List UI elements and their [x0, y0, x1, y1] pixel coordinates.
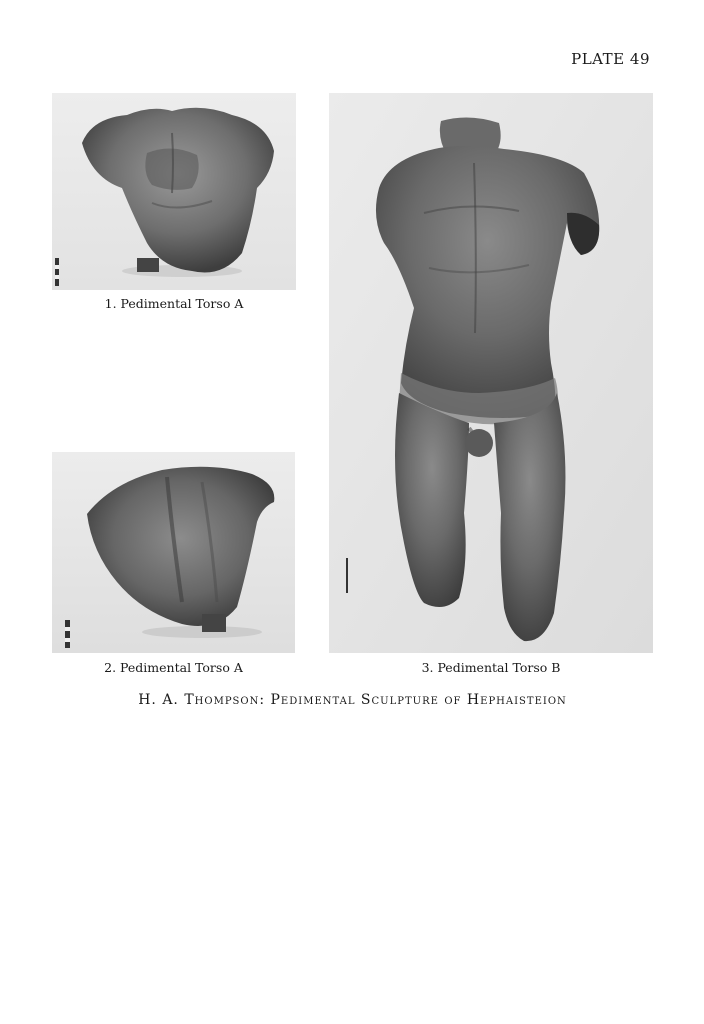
plate-number: PLATE 49	[571, 50, 650, 68]
figure-1-caption: 1. Pedimental Torso A	[104, 296, 244, 311]
plate-title: H. A. Thompson: Pedimental Sculpture of Hephaisteion	[138, 692, 567, 708]
figure-3-photo	[329, 93, 653, 653]
figure-1-photo	[52, 93, 296, 290]
figure-2-caption: 2. Pedimental Torso A	[104, 660, 243, 675]
figure-3-caption: 3. Pedimental Torso B	[421, 660, 561, 675]
figure-2-photo	[52, 452, 295, 653]
